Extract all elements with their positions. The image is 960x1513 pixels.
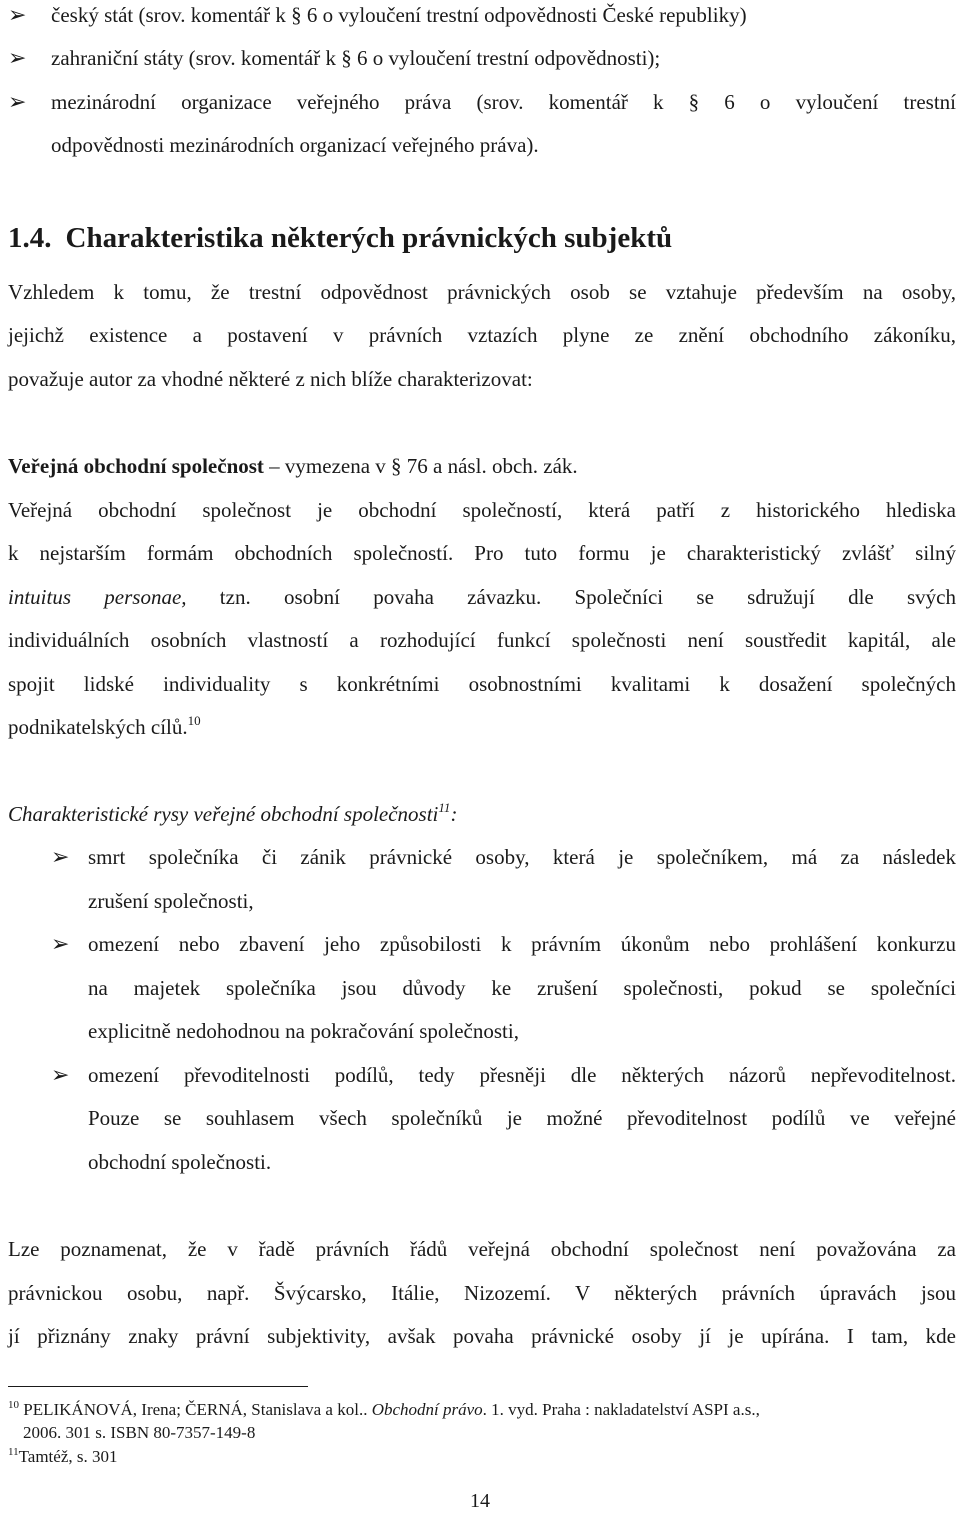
paragraph-line: Lze poznamenat, že v řadě právních řádů veřejná obchodní společnost není považována za bbox=[8, 1237, 956, 1261]
bullet-arrow-icon: ➢ bbox=[8, 89, 27, 114]
bullet-arrow-icon: ➢ bbox=[51, 844, 70, 869]
section-heading bbox=[8, 220, 672, 256]
paragraph-line: právnickou osobu, např. Švýcarsko, Itálie, Nizozemí. V některých právních úpravách jsou bbox=[8, 1281, 956, 1305]
paragraph-line: jí přiznány znaky právní subjektivity, avšak povaha právnické osoby jí je upírána. I tam, kde bbox=[8, 1324, 956, 1348]
section-title: Charakteristika některých právnických subjektů bbox=[65, 222, 673, 254]
bullet-item: mezinárodní organizace veřejného práva (srov. komentář k § 6 o vyloučení trestní bbox=[51, 90, 956, 114]
bullet-arrow-icon: ➢ bbox=[8, 45, 27, 70]
bullet-item-continuation: odpovědnosti mezinárodních organizací veřejného práva). bbox=[51, 133, 539, 157]
bullet-arrow-icon: ➢ bbox=[51, 931, 70, 956]
paragraph-line: k nejstarším formám obchodních společností. Pro tuto formu je charakteristický zvlášť silný bbox=[8, 541, 956, 565]
section-number: 1.4. bbox=[8, 222, 52, 254]
subsection-title-bold: Veřejná obchodní společnost bbox=[8, 454, 264, 478]
bullet-item: omezení převoditelnosti podílů, tedy přesněji dle některých názorů nepřevoditelnost. bbox=[88, 1063, 956, 1087]
paragraph-line: individuálních osobních vlastností a rozhodující funkcí společnosti není soustředit kapitál, ale bbox=[8, 628, 956, 652]
paragraph-line: Veřejná obchodní společnost je obchodní společností, která patří z historického hlediska bbox=[8, 498, 956, 522]
paragraph-line: spojit lidské individuality s konkrétními osobnostními kvalitami k dosažení společných bbox=[8, 672, 956, 696]
footnote-ref: 11 bbox=[438, 800, 451, 815]
paragraph-line: jejichž existence a postavení v právních vztazích plyne ze znění obchodního zákoníku, bbox=[8, 323, 956, 347]
subsection-title-rest: – vymezena v § 76 a násl. obch. zák. bbox=[263, 454, 578, 478]
footnote-ref: 10 bbox=[187, 713, 201, 728]
bullet-item: omezení nebo zbavení jeho způsobilosti k právním úkonům nebo prohlášení konkurzu bbox=[88, 932, 956, 956]
paragraph-line: intuitus personae, tzn. osobní povaha závazku. Společníci se sdružují dle svých bbox=[8, 585, 957, 609]
bullet-item-continuation: Pouze se souhlasem všech společníků je možné převoditelnost podílů ve veřejné bbox=[88, 1106, 956, 1130]
bullet-item-continuation: explicitně nedohodnou na pokračování společnosti, bbox=[88, 1019, 519, 1043]
list-title: Charakteristické rysy veřejné obchodní společnosti$^{11}$: bbox=[8, 800, 458, 826]
bullet-item: zahraniční státy (srov. komentář k § 6 o vyloučení trestní odpovědnosti); bbox=[51, 46, 661, 70]
paragraph-line: Vzhledem k tomu, že trestní odpovědnost právnických osob se vztahuje především na osoby, bbox=[8, 280, 956, 304]
footnote-separator bbox=[8, 1386, 308, 1387]
bullet-item-continuation: na majetek společníka jsou důvody ke zrušení společnosti, pokud se společníci bbox=[88, 976, 956, 1000]
bullet-item: smrt společníka či zánik právnické osoby, která je společníkem, má za následek bbox=[88, 845, 956, 869]
subsection-title bbox=[8, 452, 956, 480]
bullet-item-continuation: zrušení společnosti, bbox=[88, 889, 254, 913]
latin-term: intuitus personae, bbox=[8, 585, 187, 609]
footnote-10: $^{10}$ PELIKÁNOVÁ, Irena; ČERNÁ, Stanislava a kol.. Obchodní právo. 1. vyd. Praha : nakladatelství ASPI a.s., bbox=[8, 1399, 760, 1419]
bullet-arrow-icon: ➢ bbox=[51, 1062, 70, 1087]
paragraph-line: považuje autor za vhodné některé z nich blíže charakterizovat: bbox=[8, 367, 533, 391]
bullet-item: český stát (srov. komentář k § 6 o vyloučení trestní odpovědnosti České republiky) bbox=[51, 3, 747, 27]
paragraph-line: podnikatelských cílů.$^{10}$ bbox=[8, 713, 201, 739]
page-number: 14 bbox=[470, 1490, 490, 1512]
footnote-10-continuation: 2006. 301 s. ISBN 80-7357-149-8 bbox=[23, 1423, 256, 1442]
bullet-arrow-icon: ➢ bbox=[8, 2, 27, 27]
footnote-11: $^{11}$Tamtéž, s. 301 bbox=[8, 1446, 118, 1466]
bullet-item-continuation: obchodní společnosti. bbox=[88, 1150, 272, 1174]
